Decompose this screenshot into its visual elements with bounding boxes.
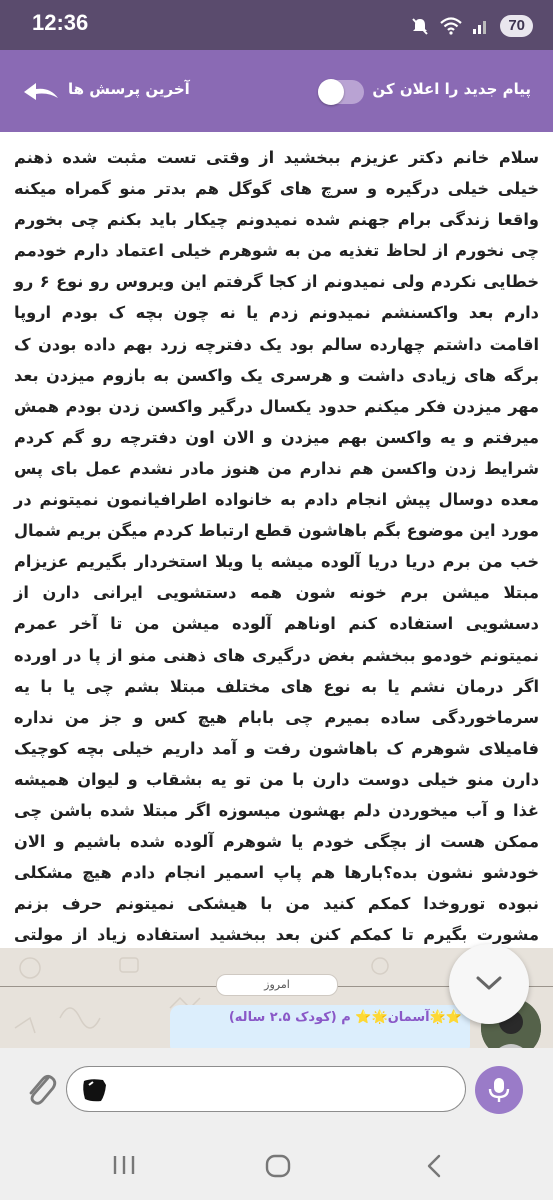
toggle-knob [318,79,344,105]
nav-back-icon[interactable] [424,1154,444,1178]
scroll-down-button[interactable] [449,944,529,1024]
microphone-icon [488,1077,510,1103]
message-input[interactable] [66,1066,466,1112]
mic-button[interactable] [475,1066,523,1114]
recents-icon[interactable] [111,1154,137,1176]
signal-icon [472,17,490,35]
notify-label: پیام جدید را اعلان کن [372,80,531,98]
message-body [0,132,553,948]
status-bar [0,0,553,50]
last-questions-link[interactable]: آخرین پرسش ها [68,80,190,98]
mute-icon [410,16,430,36]
wifi-icon [440,17,462,35]
paperclip-icon[interactable] [24,1068,58,1108]
notify-toggle[interactable] [318,80,364,104]
back-arrow-icon[interactable] [22,80,60,102]
battery-level: 70 [500,15,533,37]
home-icon[interactable] [265,1154,291,1178]
system-nav-bar [0,1130,553,1200]
status-icons [410,14,533,38]
sender-name: ⭐🌟آسمان🌟⭐ م (کودک ۲.۵ ساله) [228,1010,462,1025]
composer-bar [0,1048,553,1130]
emoji-sticker-icon[interactable] [81,1077,109,1103]
question-text: سلام خانم دکتر عزیزم ببخشید از وقتی تست مثبت شده ذهنم خیلی خیلی درگیره و سرچ های گوگل هم بدتر منو گمراه میکنه واقعا زندگی برام جهنم شده نمیدونم چیکار باید بکنم چی بخورم چی نخورم از لحاظ تغذیه من به شوهرم خیلی اعتماد دارم خودمم خطایی نکردم ولی نمیدونم از کجا گرفتم این ویروس رو نوع ۶ رو دارم بعد واکسنشم نمیدونم زدم یا نه چون بچه ک بودم اروپا اقامت داشتم چهارده سالم بود یک دفترچه زرد بهم داده بودن ک برگه های زیادی داشت و هرسری یک واکسن به بازوم میزدن بعد مهر میزدن فکر میکنم حدود یکسال درگیر واکسن زدن بودم همش میرفتم و یه واکسن بهم میزدن و الان اون دفترچه رو گم کردم شرایط زدن واکسن هم ندارم من هنوز مادر نشدم عمل بای پس معده دوسال پیش انجام دادم به خانواده اطرافیانمون نمیتونم در مورد این موضوع بگم باهاشون قطع ارتباط کردم میگن بریم شمال خب من برم دریا دریا آلوده میشه یا ویلا استخردار بگیریم عزیزام مبتلا میشن برم خونه شون همه دستشویی ایرانی دارن از دسشویی استفاده کنم اوناهم آلوده میشن من تا آخر عمرم نمیتونم خودمو ببخشم بغض درگیری های ذهنی منو از پا در اورده اگر درمان نشم یا به نوع های مختلف مبتلا بشم چی یا با یه سرماخوردگی ساده بمیرم چی بابام هیچ کس و جز من نداره فامیلای شوهرم ک باهاشون رفت و آمد داریم خیلی بچه کوچیک دارن منو خیلی دوست دارن با من تو یه بشقاب و لیوان همیشه غذا و آب میخوردن دلم بهشون میسوزه اگر مبتلا شده باشن چی ممکن هست از بچگی خودم یا شوهرم آلوده شده باشیم و الان خودشو نشون بده؟بارها هم پاپ اسمیر انجام دادم هیچ مشکلی نبوده توروخدا کمکم کنید من با هیشکی نمیتونم حرف بزنم مشورت بگیرم تا کمکم کنن بعد ببخشید استفاده زیاد از مولتی [14,148,539,945]
message-bubble[interactable] [170,1005,470,1048]
date-pill: امروز [216,974,338,996]
status-time: 12:36 [32,10,89,35]
top-app-bar [0,50,553,132]
chevron-down-icon [474,971,504,995]
